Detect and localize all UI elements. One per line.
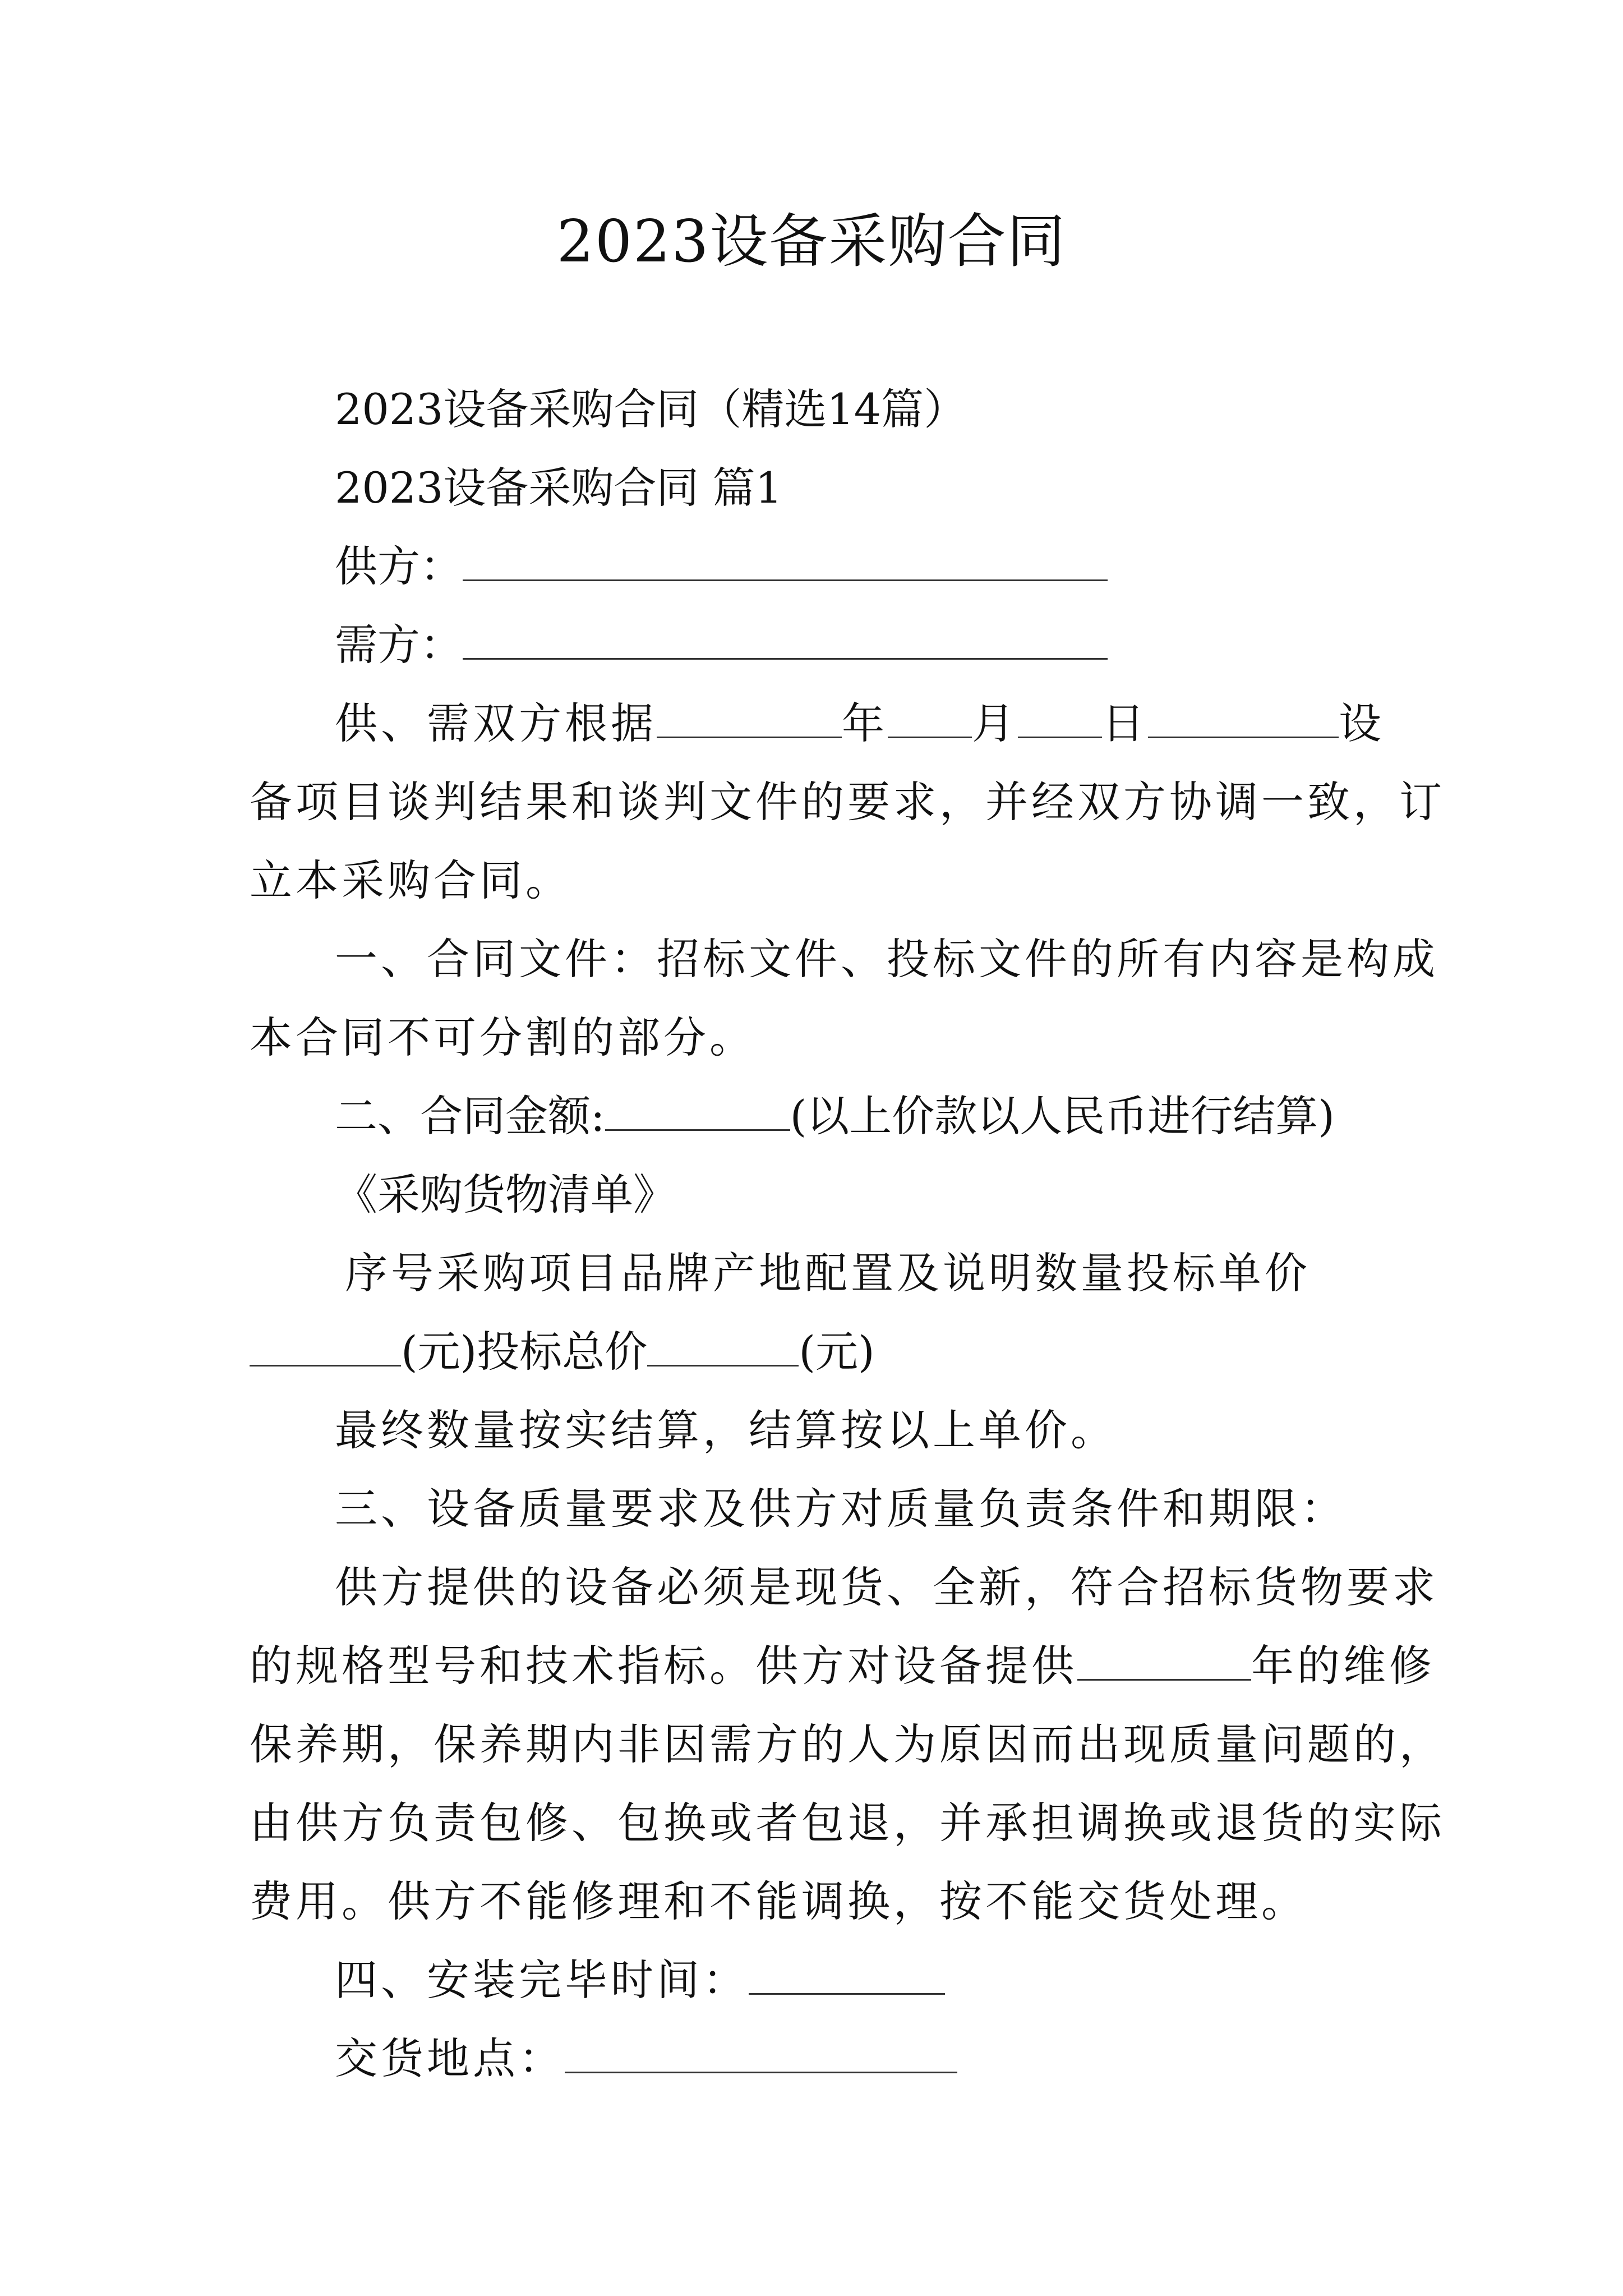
- delivery-label: 交货地点：: [335, 2033, 565, 2083]
- amount-blank: [605, 1094, 790, 1131]
- clause3-line3: 保养期，保养期内非因需方的人为原因而出现质量问题的，: [250, 1719, 1445, 1769]
- list-header-line1: 序号采购项目品牌产地配置及说明数量投标单价: [345, 1248, 1311, 1298]
- unit-price-suffix: (元)投标总价: [401, 1327, 648, 1377]
- clause3-line2-end: 年的维修: [1251, 1641, 1435, 1691]
- clause3-line2-text: 的规格型号和技术指标。供方对设备提供: [250, 1641, 1077, 1691]
- clause3-line2: [250, 1627, 1435, 1705]
- supplier-line: [250, 527, 1394, 606]
- supplier-blank: [463, 545, 1108, 581]
- clause4-line: [250, 1941, 1394, 2019]
- day-text: 日: [1102, 698, 1148, 748]
- install-time-blank: [749, 1958, 945, 1995]
- month-text: 月: [972, 698, 1018, 748]
- para1-line1: [250, 684, 1394, 763]
- clause3-heading: 三、设备质量要求及供方对质量负责条件和期限：: [335, 1484, 1347, 1534]
- clause2-label: 二、合同金额:: [335, 1091, 605, 1141]
- subtitle: 2023设备采购合同（精选14篇）: [335, 384, 967, 434]
- date-blank-2: [888, 702, 972, 738]
- buyer-blank: [463, 623, 1108, 660]
- para1-line2: 备项目谈判结果和谈判文件的要求，并经双方协调一致，订: [250, 777, 1445, 827]
- project-blank: [1148, 702, 1339, 738]
- date-blank-3: [1018, 702, 1102, 738]
- unit-price-blank: [250, 1330, 401, 1366]
- clause3-line4: 由供方负责包修、包换或者包退，并承担调换或退货的实际: [250, 1798, 1445, 1848]
- list-header-line2: [250, 1313, 1394, 1391]
- section-heading: 2023设备采购合同 篇1: [335, 463, 782, 513]
- supplier-label: 供方：: [335, 541, 463, 591]
- para1-end: 设: [1339, 698, 1385, 748]
- clause3-line1: 供方提供的设备必须是现货、全新，符合招标货物要求: [335, 1562, 1438, 1612]
- para1-text: 供、需双方根据: [335, 698, 657, 748]
- buyer-line: [250, 606, 1394, 684]
- delivery-line: [250, 2019, 1394, 2098]
- buyer-label: 需方：: [335, 620, 463, 670]
- date-blank-1: [657, 702, 842, 738]
- settlement: 最终数量按实结算，结算按以上单价。: [335, 1405, 1117, 1455]
- clause2-line: [250, 1077, 1394, 1156]
- total-suffix: (元): [799, 1327, 875, 1377]
- warranty-years-blank: [1077, 1644, 1251, 1681]
- delivery-blank: [565, 2037, 957, 2073]
- clause3-line5: 费用。供方不能修理和不能调换，按不能交货处理。: [250, 1876, 1307, 1926]
- year-text: 年: [842, 698, 888, 748]
- para1-line3: 立本采购合同。: [250, 855, 571, 905]
- clause1-line2: 本合同不可分割的部分。: [250, 1013, 755, 1062]
- clause1-line1: 一、合同文件：招标文件、投标文件的所有内容是构成: [335, 934, 1438, 984]
- total-price-blank: [647, 1330, 799, 1366]
- document-title: 2023设备采购合同: [556, 207, 1067, 275]
- clause4-label: 四、安装完毕时间：: [335, 1955, 749, 2005]
- list-title: 《采购货物清单》: [335, 1170, 676, 1220]
- document-body: [250, 370, 1445, 2098]
- clause2-note: (以上价款以人民币进行结算): [790, 1091, 1335, 1141]
